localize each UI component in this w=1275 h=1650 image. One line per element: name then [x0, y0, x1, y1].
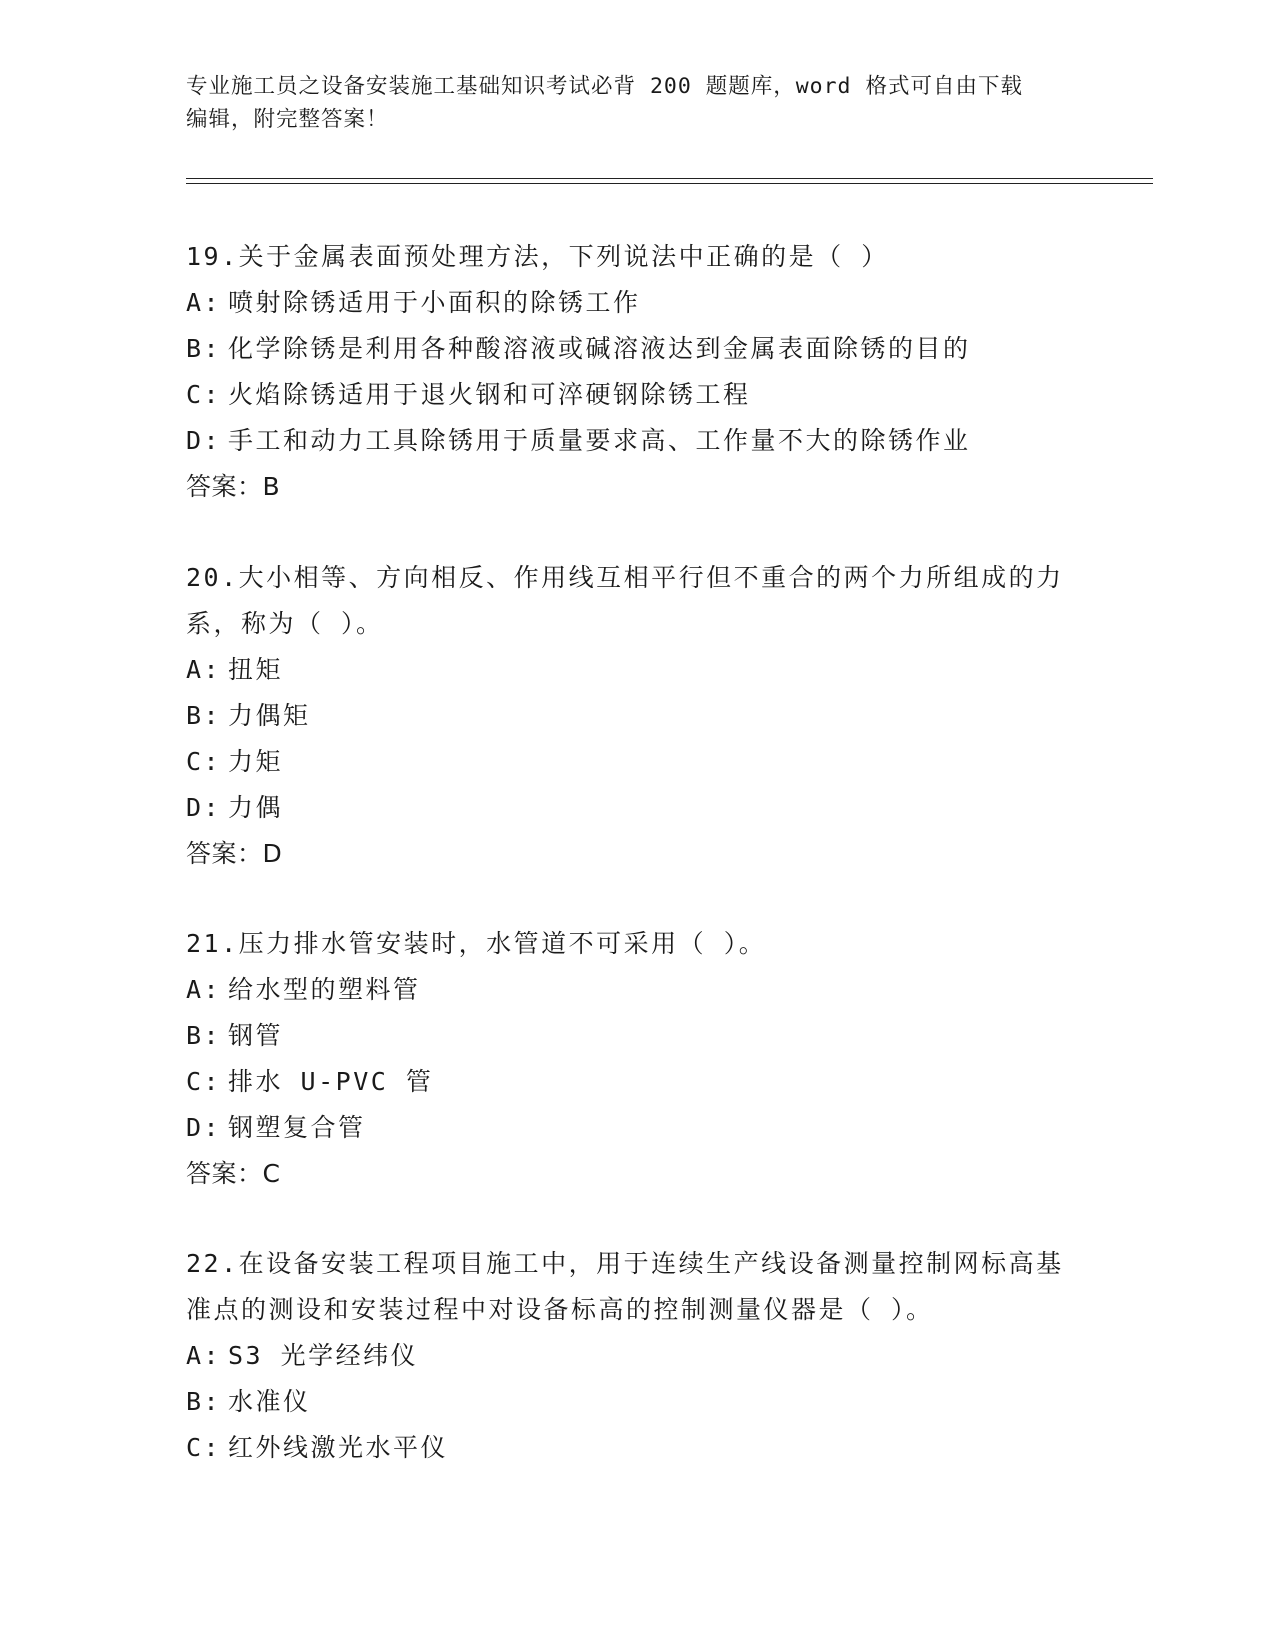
option-d: [186, 1105, 1086, 1151]
option-text: 排水 U-PVC 管: [228, 1067, 434, 1096]
option-letter: C:: [186, 1067, 222, 1096]
question-21: [186, 921, 1086, 1197]
answer-line: 答案：B: [186, 472, 281, 501]
option-letter: B:: [186, 1387, 222, 1416]
option-letter: D:: [186, 426, 222, 455]
document-header: [186, 70, 1086, 136]
option-text: 给水型的塑料管: [228, 975, 421, 1004]
option-letter: B:: [186, 334, 222, 363]
option-letter: A:: [186, 288, 222, 317]
option-text: 钢塑复合管: [228, 1113, 366, 1142]
option-text: S3 光学经纬仪: [228, 1341, 419, 1370]
question-stem: 19.关于金属表面预处理方法，下列说法中正确的是（ ）: [186, 242, 889, 271]
question-stem: 22.在设备安装工程项目施工中，用于连续生产线设备测量控制网标高基准点的测设和安装过程中对设备标高的控制测量仪器是（ ）。: [186, 1249, 1064, 1324]
option-letter: A:: [186, 655, 222, 684]
option-b: [186, 1379, 1086, 1425]
option-d: [186, 785, 1086, 831]
header-divider-top: [186, 178, 1153, 179]
option-letter: A:: [186, 975, 222, 1004]
option-c: [186, 1425, 1086, 1471]
question-20: [186, 555, 1086, 877]
option-b: [186, 693, 1086, 739]
option-b: [186, 1013, 1086, 1059]
option-text: 水准仪: [228, 1387, 311, 1416]
option-text: 力矩: [228, 747, 284, 776]
header-line-1: 专业施工员之设备安装施工基础知识考试必背 200 题题库，word 格式可自由下载: [186, 74, 1023, 99]
option-letter: D:: [186, 793, 222, 822]
option-text: 手工和动力工具除锈用于质量要求高、工作量不大的除锈作业: [228, 426, 971, 455]
option-text: 力偶: [228, 793, 284, 822]
answer-line: 答案：C: [186, 1159, 281, 1188]
option-letter: C:: [186, 1433, 222, 1462]
option-a: [186, 967, 1086, 1013]
option-letter: D:: [186, 1113, 222, 1142]
option-text: 喷射除锈适用于小面积的除锈工作: [228, 288, 641, 317]
option-c: [186, 739, 1086, 785]
option-text: 力偶矩: [228, 701, 311, 730]
question-19: [186, 234, 1086, 510]
option-letter: B:: [186, 1021, 222, 1050]
option-b: [186, 326, 1086, 372]
question-stem: 21.压力排水管安装时，水管道不可采用（ ）。: [186, 929, 767, 958]
option-text: 红外线激光水平仪: [228, 1433, 449, 1462]
option-text: 扭矩: [228, 655, 284, 684]
option-letter: C:: [186, 747, 222, 776]
option-letter: B:: [186, 701, 222, 730]
question-stem: 20.大小相等、方向相反、作用线互相平行但不重合的两个力所组成的力系，称为（ ）。: [186, 563, 1064, 638]
option-d: [186, 418, 1086, 464]
option-letter: C:: [186, 380, 222, 409]
option-c: [186, 1059, 1086, 1105]
header-divider-bottom: [186, 183, 1153, 184]
question-22: [186, 1241, 1086, 1471]
option-text: 钢管: [228, 1021, 284, 1050]
option-text: 化学除锈是利用各种酸溶液或碱溶液达到金属表面除锈的目的: [228, 334, 971, 363]
option-a: [186, 647, 1086, 693]
option-a: [186, 280, 1086, 326]
option-text: 火焰除锈适用于退火钢和可淬硬钢除锈工程: [228, 380, 751, 409]
option-letter: A:: [186, 1341, 222, 1370]
header-line-2: 编辑，附完整答案！: [186, 107, 389, 132]
option-c: [186, 372, 1086, 418]
option-a: [186, 1333, 1086, 1379]
answer-line: 答案：D: [186, 839, 283, 868]
